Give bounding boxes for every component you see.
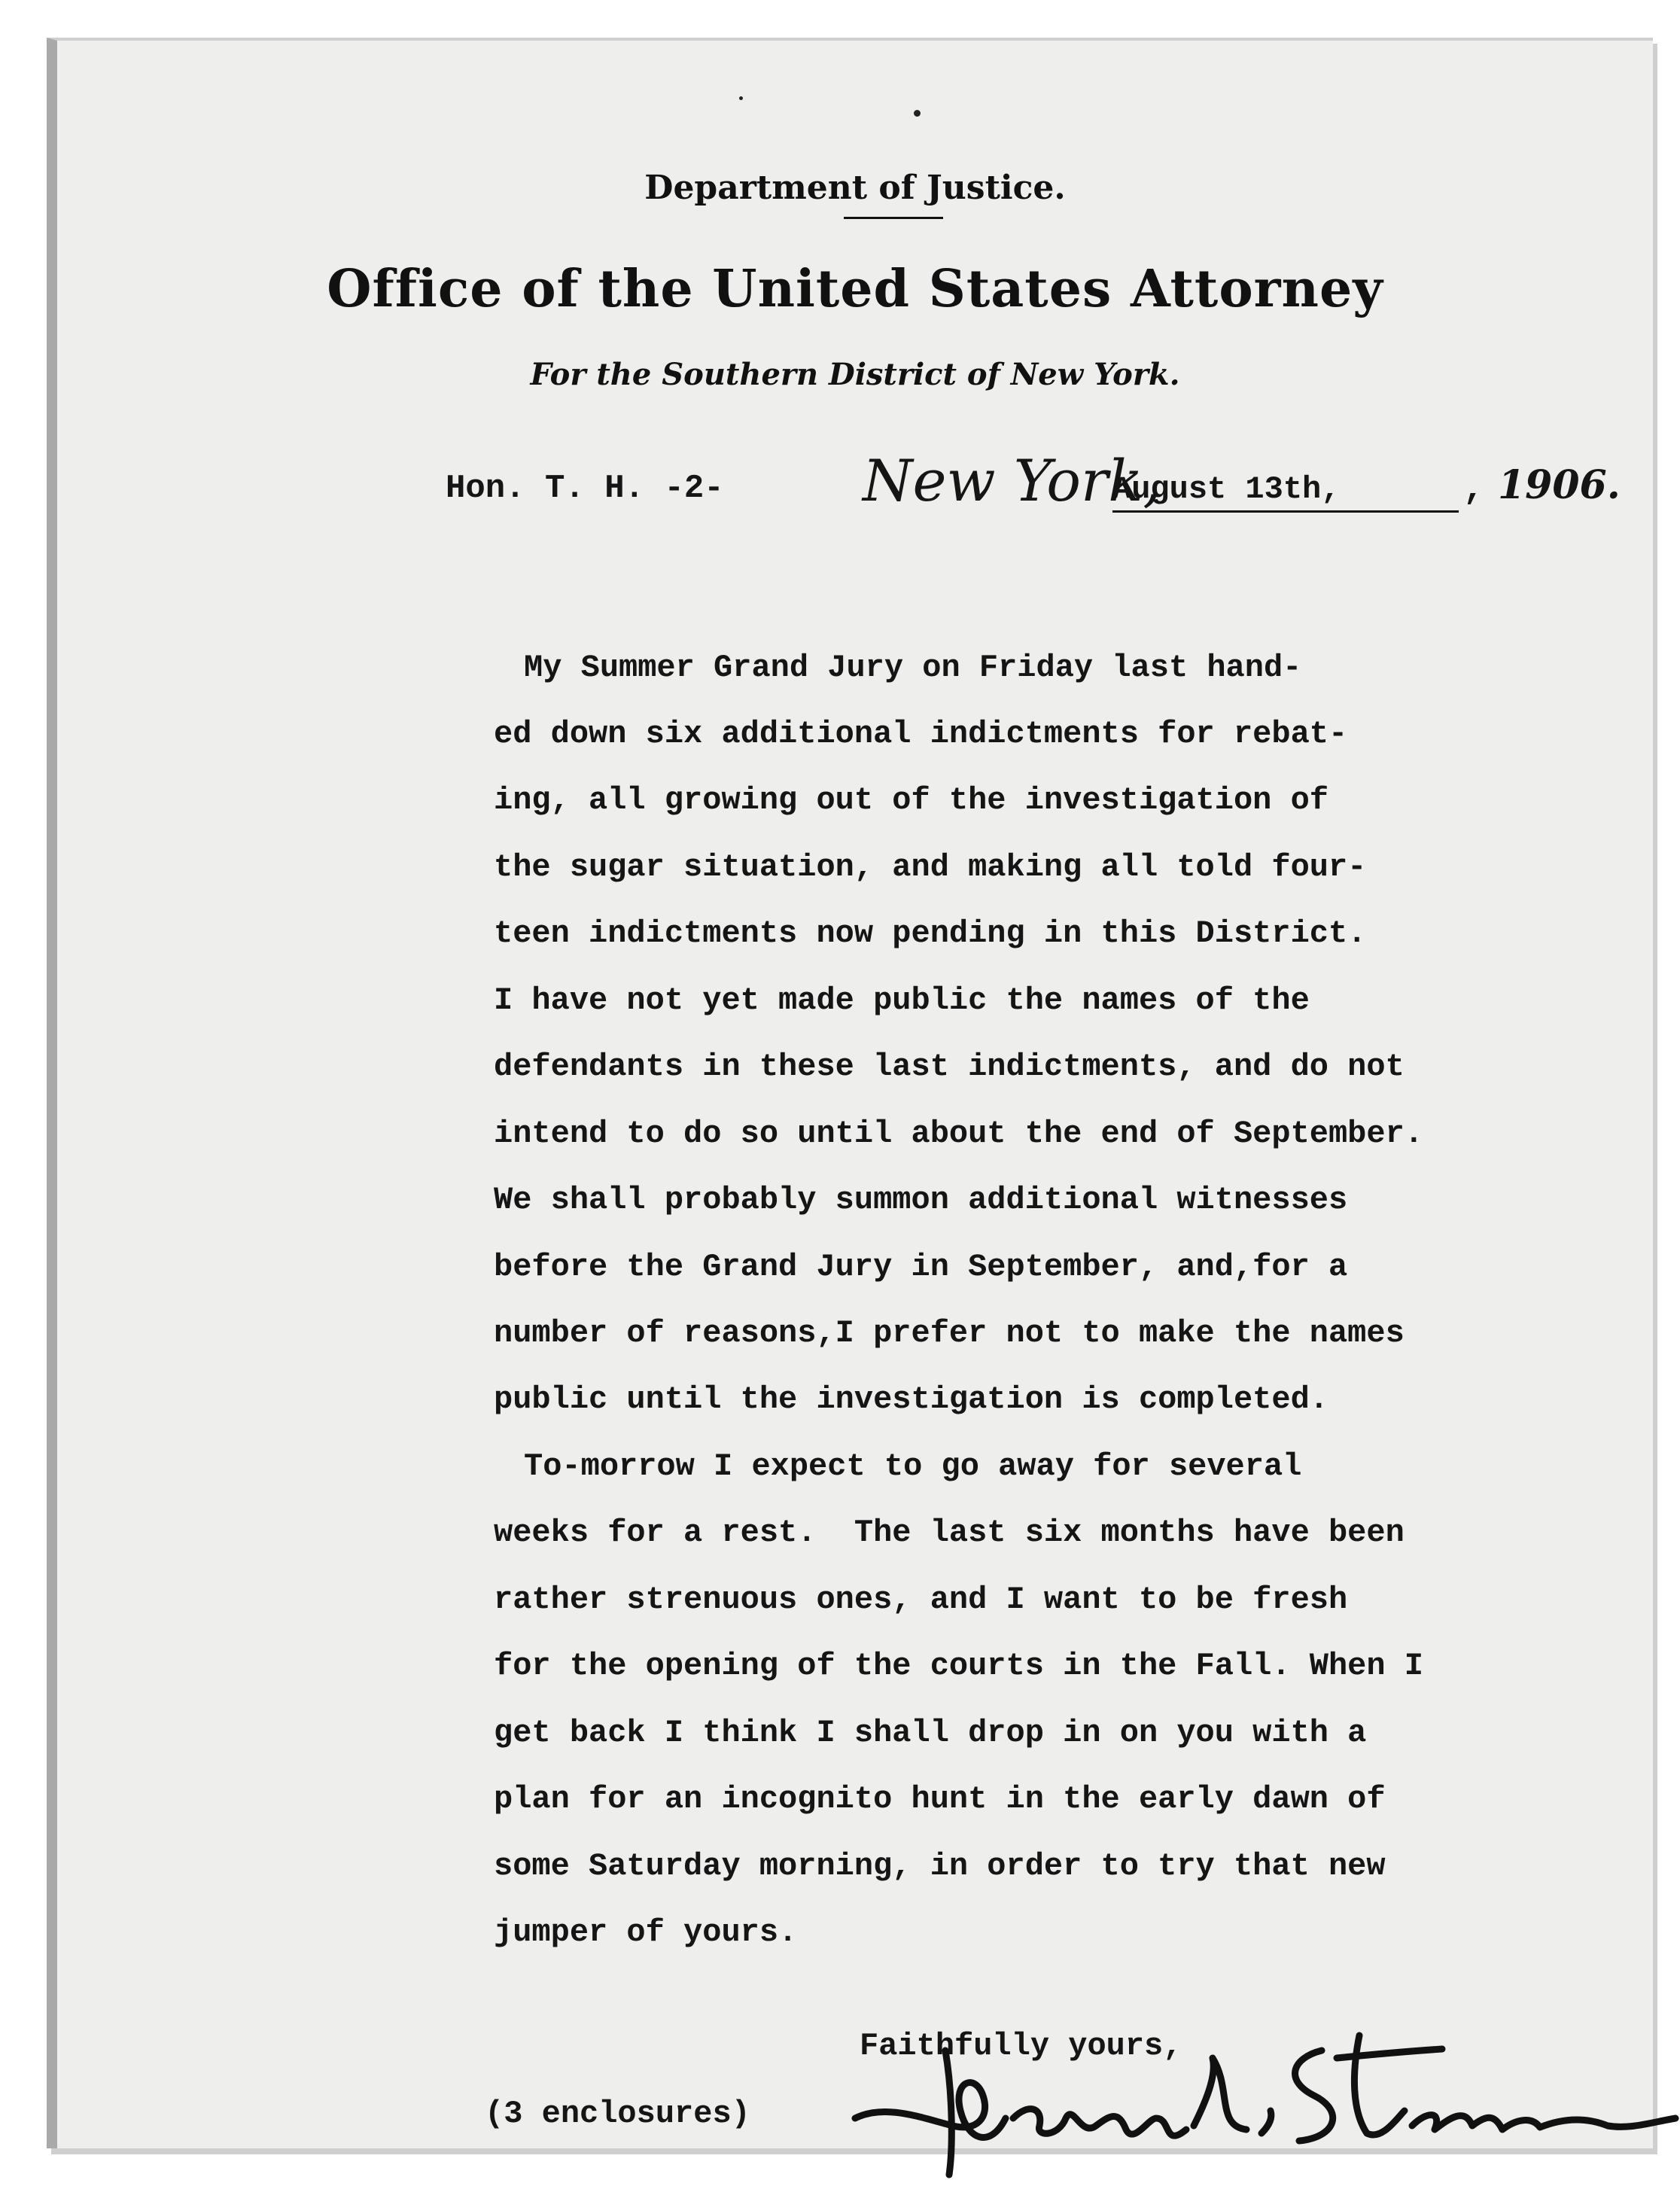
body-line: plan for an incognito hunt in the early dawn of (494, 1781, 1386, 1817)
body-line: I have not yet made public the names of the (494, 982, 1310, 1018)
body-line: public until the investigation is completed. (494, 1381, 1328, 1417)
letterhead-office: Office of the United States Attorney (327, 259, 1383, 319)
letter-year: 1906. (1498, 462, 1621, 508)
enclosures-note: (3 enclosures) (485, 2096, 750, 2132)
letterhead-district: For the Southern District of New York. (530, 357, 1180, 392)
body-line: weeks for a rest. The last six months have been (494, 1515, 1405, 1551)
body-line: ed down six additional indictments for rebat- (494, 716, 1348, 752)
body-line: defendants in these last indictments, and do not (494, 1049, 1405, 1085)
body-line: intend to do so until about the end of September. (494, 1116, 1424, 1152)
handwritten-signature (840, 2005, 1680, 2178)
page-reference: Hon. T. H. -2- (446, 470, 724, 507)
letter-date: August 13th, (1112, 471, 1459, 513)
body-line: some Saturday morning, in order to try that new (494, 1848, 1386, 1884)
letter-place: New York, (863, 447, 1161, 514)
body-line: teen indictments now pending in this District. (494, 915, 1367, 951)
body-line: My Summer Grand Jury on Friday last hand- (524, 650, 1302, 686)
body-line: To-morrow I expect to go away for several (524, 1448, 1302, 1484)
letterhead-department: Department of Justice. (644, 169, 1066, 207)
letterhead-rule (844, 217, 943, 219)
ink-speck (914, 110, 921, 117)
body-line: We shall probably summon additional witnesses (494, 1182, 1348, 1218)
body-line: for the opening of the courts in the Fall. When I (494, 1648, 1424, 1684)
ink-speck (739, 96, 743, 100)
closing-salutation: Faithfully yours, (860, 2028, 1182, 2064)
body-line: ing, all growing out of the investigation of (494, 782, 1328, 818)
letter-sheet (47, 38, 1653, 2148)
body-line: rather strenuous ones, and I want to be fresh (494, 1582, 1348, 1618)
body-line: the sugar situation, and making all told four- (494, 849, 1367, 885)
date-comma: , (1463, 470, 1484, 509)
body-line: jumper of yours. (494, 1914, 798, 1950)
body-line: get back I think I shall drop in on you with a (494, 1715, 1367, 1751)
body-line: number of reasons,I prefer not to make the names (494, 1315, 1405, 1351)
body-line: before the Grand Jury in September, and,for a (494, 1249, 1348, 1285)
